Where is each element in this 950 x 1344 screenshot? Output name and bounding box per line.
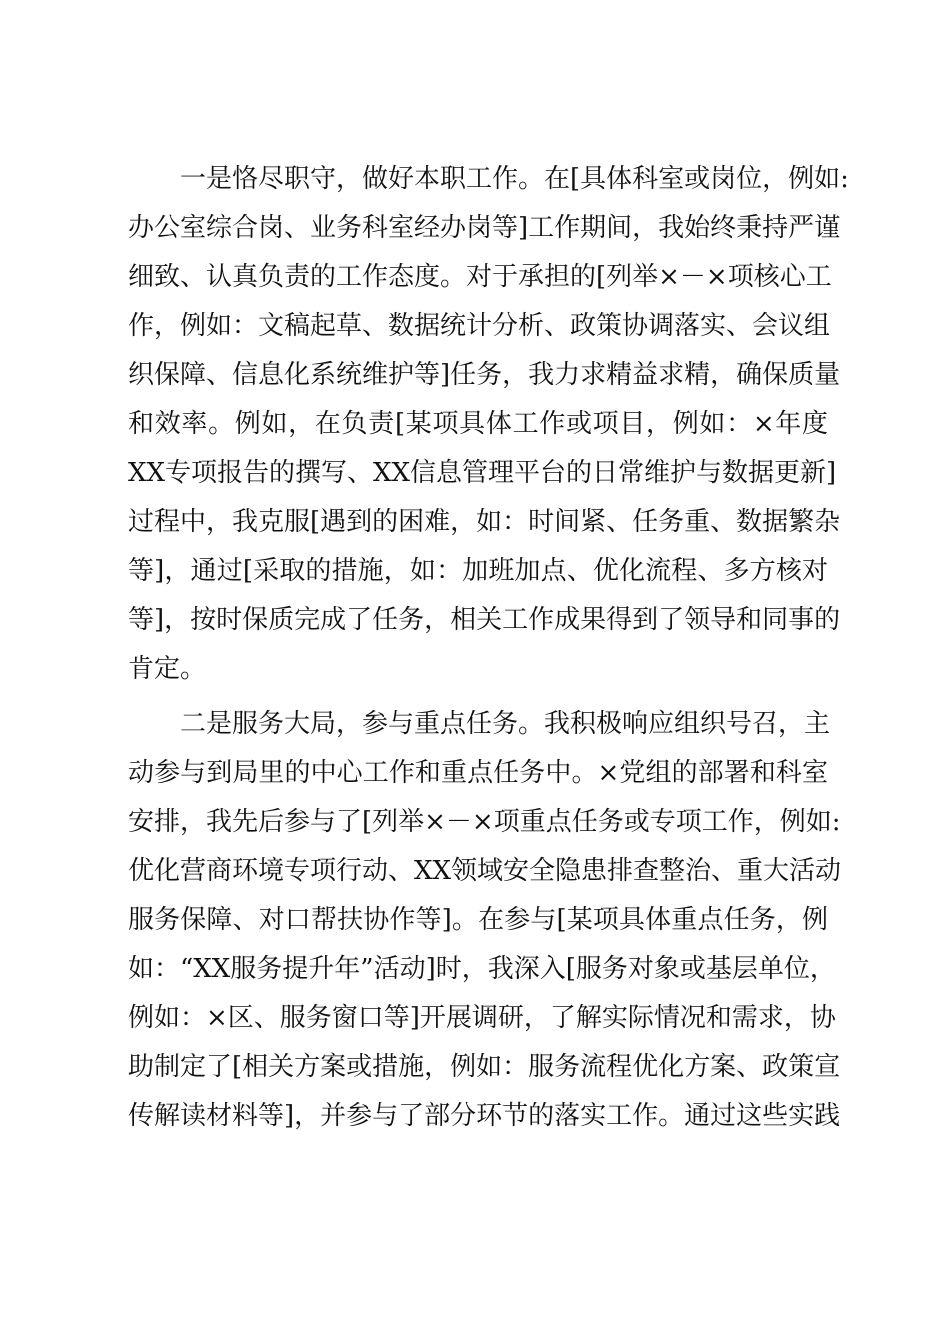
text-line: 等]，按时保质完成了任务，相关工作成果得到了领导和同事的 — [128, 605, 841, 635]
text-line: 织保障、信息化系统维护等]任务，我力求精益求精，确保质量 — [128, 360, 841, 390]
text-line: 传解读材料等]，并参与了部分环节的落实工作。通过这些实践 — [128, 1101, 841, 1131]
text-line: 安排，我先后参与了[列举×－×项重点任务或专项工作，例如: — [128, 807, 841, 837]
text-line: 过程中，我克服[遇到的困难，如：时间紧、任务重、数据繁杂 — [128, 507, 841, 537]
text-line: 助制定了[相关方案或措施，例如：服务流程优化方案、政策宣 — [128, 1052, 841, 1082]
text-line: 优化营商环境专项行动、XX领域安全隐患排查整治、重大活动 — [128, 856, 842, 886]
text-line: 肯定。 — [128, 654, 207, 684]
text-line: 一是恪尽职守，做好本职工作。在[具体科室或岗位，例如: — [180, 164, 849, 194]
text-line: 服务保障、对口帮扶协作等]。在参与[某项具体重点任务，例 — [128, 905, 828, 935]
document-body — [128, 155, 849, 1141]
paragraph-2 — [128, 700, 842, 1141]
text-line: XX专项报告的撰写、XX信息管理平台的日常维护与数据更新] — [128, 458, 837, 488]
text-line: 细致、认真负责的工作态度。对于承担的[列举×－×项核心工 — [128, 262, 832, 292]
paragraph-1 — [128, 155, 849, 694]
text-line: 办公室综合岗、业务科室经办岗等]工作期间，我始终秉持严谨 — [128, 213, 841, 243]
text-line: 动参与到局里的中心工作和重点任务中。×党组的部署和科室 — [128, 758, 828, 788]
text-line: 等]，通过[采取的措施，如：加班加点、优化流程、多方核对 — [128, 556, 828, 586]
text-line: 作，例如：文稿起草、数据统计分析、政策协调落实、会议组 — [128, 311, 831, 341]
text-line: 例如：×区、服务窗口等]开展调研，了解实际情况和需求，协 — [128, 1003, 836, 1033]
text-line: 二是服务大局，参与重点任务。我积极响应组织号召，主 — [180, 709, 831, 739]
text-line: 和效率。例如，在负责[某项具体工作或项目，例如：×年度 — [128, 409, 828, 439]
text-line: 如：“XX服务提升年”活动]时，我深入[服务对象或基层单位， — [128, 954, 836, 984]
